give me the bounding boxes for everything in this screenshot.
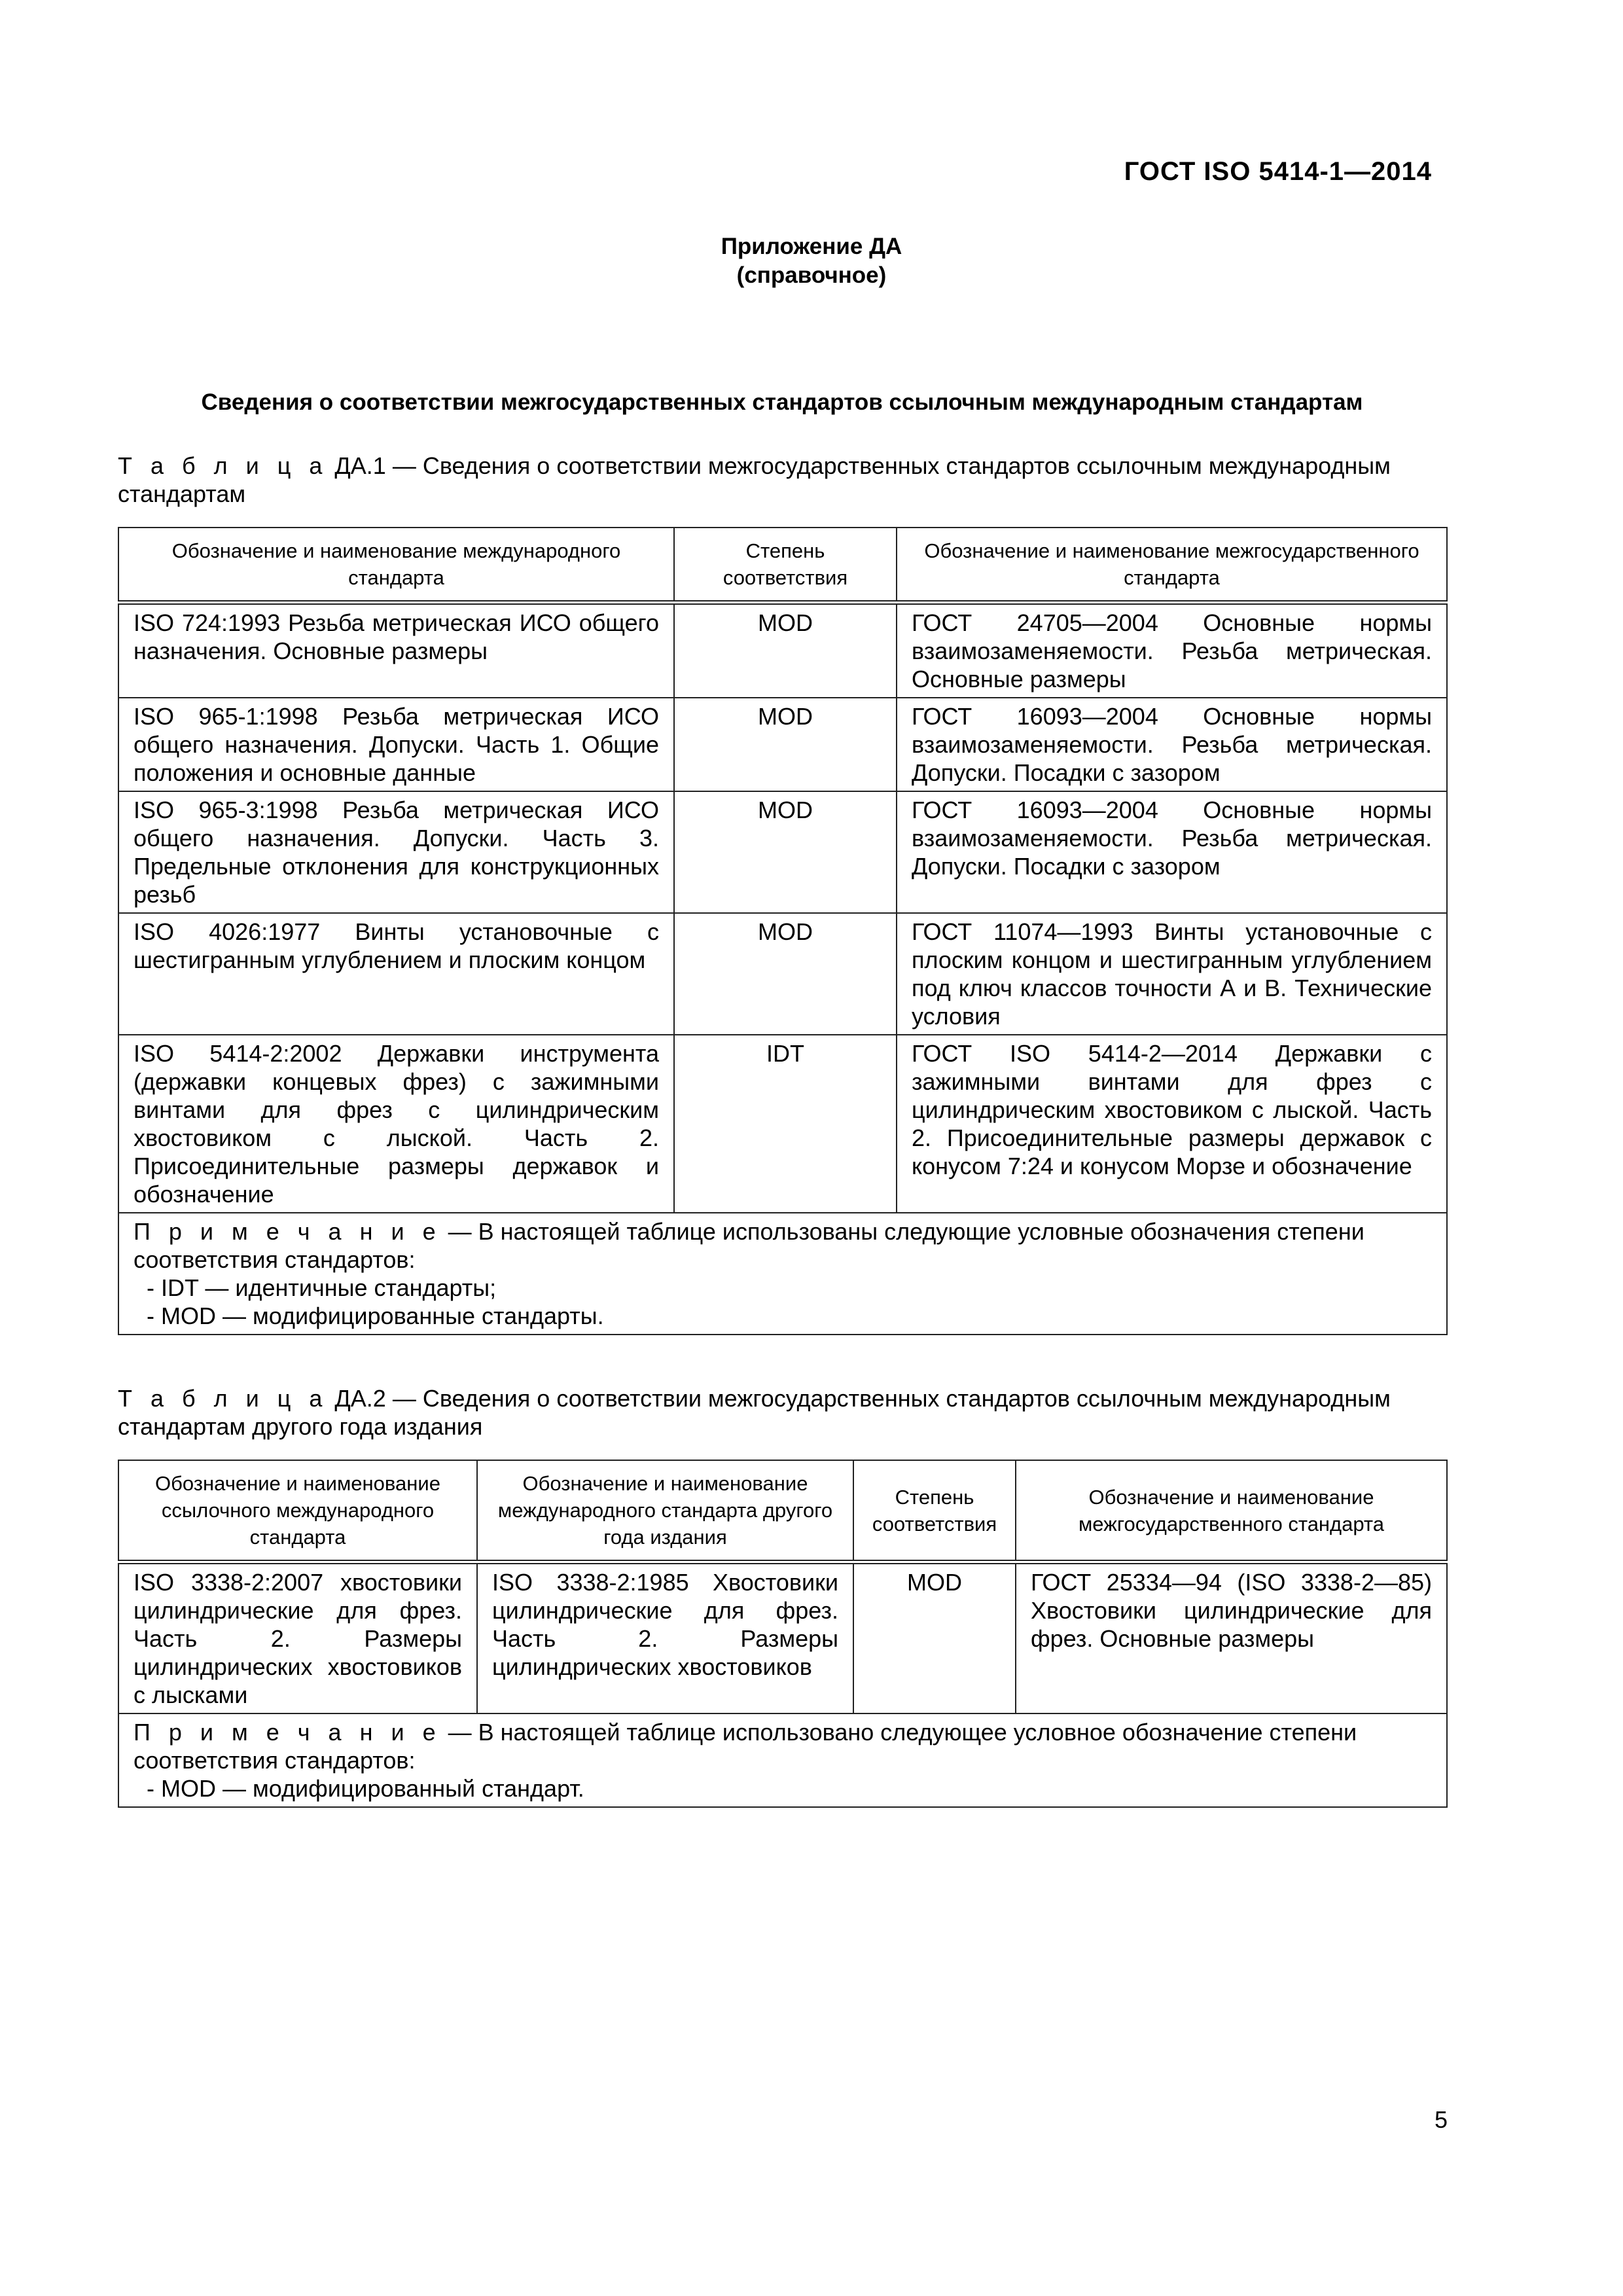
table1-header-cell: Обозначение и наименование международного стандарта bbox=[118, 528, 674, 603]
table-cell: ISO 4026:1977 Винты установочные с шестигранным углублением и плоским концом bbox=[118, 913, 674, 1035]
table2-header-cell: Обозначение и наименование международного стандарта другого года издания bbox=[477, 1460, 853, 1562]
table-note-row bbox=[118, 1213, 1447, 1335]
table-cell: MOD bbox=[853, 1562, 1016, 1714]
note-label: П р и м е ч а н и е bbox=[134, 1719, 442, 1746]
table-cell: ГОСТ ISO 5414-2—2014 Державки с зажимными винтами для фрез с цилиндрическим хвостовиком с лыской. Часть 2. Присоединительные размеры державок с конусом 7:24 и конусом Морзе и обозначение bbox=[897, 1035, 1447, 1213]
table-cell: MOD bbox=[674, 603, 897, 698]
note-item: - IDT — идентичные стандарты; bbox=[147, 1274, 497, 1301]
table-row bbox=[118, 698, 1447, 791]
table-cell: ISO 965-3:1998 Резьба метрическая ИСО общего назначения. Допуски. Часть 3. Предельные отклонения для конструкционных резьб bbox=[118, 791, 674, 913]
appendix-title: Приложение ДА bbox=[721, 234, 902, 259]
table1-caption-text: ДА.1 — Сведения о соответствии межгосударственных стандартов ссылочным международным стандартам bbox=[118, 452, 1391, 507]
note-label: П р и м е ч а н и е bbox=[134, 1218, 442, 1245]
table-cell: ISO 724:1993 Резьба метрическая ИСО общего назначения. Основные размеры bbox=[118, 603, 674, 698]
page-number: 5 bbox=[1434, 2106, 1448, 2133]
table-cell: ISO 3338-2:1985 Хвостовики цилиндрические для фрез. Часть 2. Размеры цилиндрических хвостовиков bbox=[477, 1562, 853, 1714]
table-cell: ГОСТ 11074—1993 Винты установочные с плоским концом и шестигранным углублением под ключ классов точности А и В. Технические условия bbox=[897, 913, 1447, 1035]
table2-caption-label: Т а б л и ц а bbox=[118, 1385, 329, 1412]
table2-header-cell: Обозначение и наименование ссылочного международного стандарта bbox=[118, 1460, 477, 1562]
table-cell: ISO 965-1:1998 Резьба метрическая ИСО общего назначения. Допуски. Часть 1. Общие положения и основные данные bbox=[118, 698, 674, 791]
table2-note bbox=[118, 1713, 1447, 1807]
table1 bbox=[118, 527, 1448, 1335]
table2-note-body bbox=[134, 1719, 1357, 1774]
table2-caption bbox=[118, 1384, 1446, 1441]
note-item: - MOD — модифицированные стандарты. bbox=[147, 1302, 604, 1329]
appendix-heading bbox=[0, 232, 1623, 290]
table-cell: ГОСТ 16093—2004 Основные нормы взаимозаменяемости. Резьба метрическая. Допуски. Посадки с зазором bbox=[897, 791, 1447, 913]
table1-caption-label: Т а б л и ц а bbox=[118, 452, 329, 479]
table-header-row bbox=[118, 528, 1447, 603]
table-cell: MOD bbox=[674, 913, 897, 1035]
table-cell: ISO 5414-2:2002 Державки инструмента (державки концевых фрез) с зажимными винтами для фрез с цилиндрическим хвостовиком с лыской. Часть 2. Присоединительные размеры державок и обозначение bbox=[118, 1035, 674, 1213]
table1-note bbox=[118, 1213, 1447, 1335]
appendix-subtitle: (справочное) bbox=[736, 262, 887, 288]
note-text: — В настоящей таблице использовано следующее условное обозначение степени соответствия стандартов: bbox=[134, 1719, 1357, 1774]
section-title: Сведения о соответствии межгосударственных стандартов ссылочным международным стандартам bbox=[201, 389, 1363, 415]
table-cell: ГОСТ 25334—94 (ISO 3338-2—85) Хвостовики цилиндрические для фрез. Основные размеры bbox=[1016, 1562, 1447, 1714]
table-note-row bbox=[118, 1713, 1447, 1807]
table-cell: MOD bbox=[674, 698, 897, 791]
table-cell: MOD bbox=[674, 791, 897, 913]
table1-caption bbox=[118, 452, 1446, 508]
document-code: ГОСТ ISO 5414-1—2014 bbox=[1124, 157, 1432, 186]
table-row bbox=[118, 603, 1447, 698]
table-cell: ГОСТ 24705—2004 Основные нормы взаимозаменяемости. Резьба метрическая. Основные размеры bbox=[897, 603, 1447, 698]
table1-header-cell: Степень соответствия bbox=[674, 528, 897, 603]
table-header-row bbox=[118, 1460, 1447, 1562]
table-cell: IDT bbox=[674, 1035, 897, 1213]
table2 bbox=[118, 1460, 1448, 1808]
table-cell: ГОСТ 16093—2004 Основные нормы взаимозаменяемости. Резьба метрическая. Допуски. Посадки с зазором bbox=[897, 698, 1447, 791]
table-row bbox=[118, 913, 1447, 1035]
table-cell: ISO 3338-2:2007 хвостовики цилиндрические для фрез. Часть 2. Размеры цилиндрических хвостовиков с лысками bbox=[118, 1562, 477, 1714]
table2-caption-text: ДА.2 — Сведения о соответствии межгосударственных стандартов ссылочным международным стандартам другого года издания bbox=[118, 1385, 1391, 1440]
table1-header-cell: Обозначение и наименование межгосударственного стандарта bbox=[897, 528, 1447, 603]
table2-header-cell: Степень соответствия bbox=[853, 1460, 1016, 1562]
table2-header-cell: Обозначение и наименование межгосударственного стандарта bbox=[1016, 1460, 1447, 1562]
table-row bbox=[118, 1562, 1447, 1714]
table-row bbox=[118, 791, 1447, 913]
note-text: — В настоящей таблице использованы следующие условные обозначения степени соответствия стандартов: bbox=[134, 1218, 1364, 1273]
table-row bbox=[118, 1035, 1447, 1213]
table1-note-body bbox=[134, 1218, 1364, 1273]
note-item: - MOD — модифицированный стандарт. bbox=[147, 1775, 584, 1802]
